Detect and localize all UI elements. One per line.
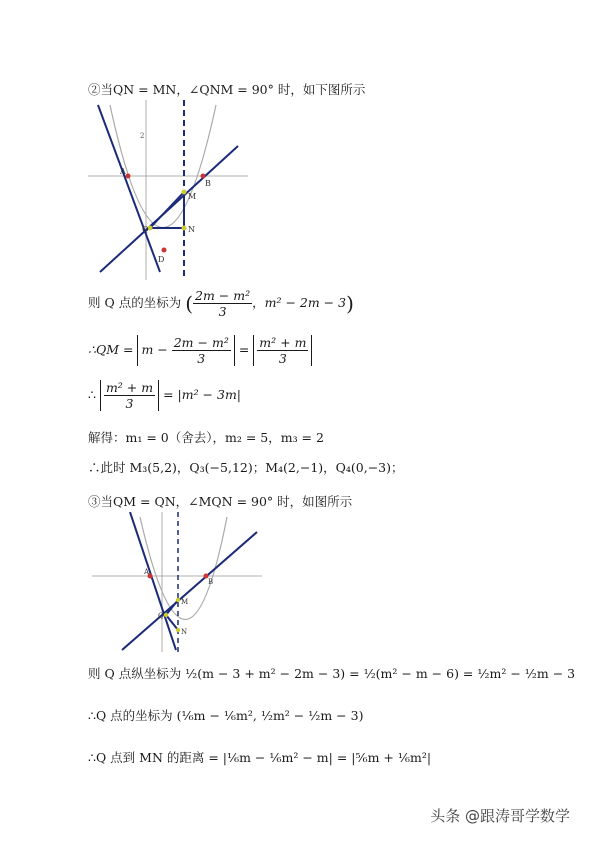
- result-line: ∴此时 M₃(5,2)，Q₃(−5,12)；M₄(2,−1)，Q₄(0,−3)；: [88, 460, 404, 475]
- section3-heading: ③当QM = QN，∠MQN = 90° 时，如图所示: [88, 494, 353, 509]
- label-d: D: [158, 255, 165, 264]
- q-coordinate-line: 则 Q 点的坐标为 ( $\frac{\text{2m − m²}}{3}$ ，m² − 2m − 3): [88, 288, 354, 319]
- label-q: Q: [158, 612, 164, 620]
- figure-1: [88, 100, 248, 280]
- label-n: N: [181, 628, 188, 636]
- label-a: A: [120, 167, 126, 176]
- label-m: M: [181, 598, 189, 606]
- label-b: B: [208, 578, 214, 586]
- equation-line: ∴ $\frac{\text{m² + m}}{3}$ = |m² − 3m|: [88, 380, 242, 411]
- q-ordinate-line: 则 Q 点纵坐标为 ½(m − 3 + m² − 2m − 3) = ½(m² − m − 6) = ½m² − ½m − 3: [88, 666, 576, 681]
- label-b: B: [205, 179, 211, 188]
- watermark: 头条 @跟涛哥学数学: [430, 807, 570, 825]
- distance-line: ∴Q 点到 MN 的距离 = |⅙m − ⅙m² − m| = |⅚m + ⅙m²|: [88, 750, 432, 765]
- label-m: M: [188, 192, 197, 201]
- section2-heading: ②当QN = MN，∠QNM = 90° 时，如下图所示: [88, 82, 366, 97]
- label-n: N: [188, 225, 195, 234]
- label-q: Q: [142, 225, 149, 234]
- qm-line: ∴QM = m − $\frac{\text{2m − m²}}{3}$ = $\frac{\text{m² + m}}{3}$: [88, 335, 312, 366]
- label-y2: 2: [140, 132, 145, 140]
- q-coordinate-line-2: ∴Q 点的坐标为 (⅙m − ⅙m², ½m² − ½m − 3): [88, 708, 364, 723]
- solution-line: 解得：m₁ = 0（舍去），m₂ = 5，m₃ = 2: [88, 430, 324, 445]
- label-a: A: [144, 568, 150, 576]
- figure-2: [92, 512, 262, 652]
